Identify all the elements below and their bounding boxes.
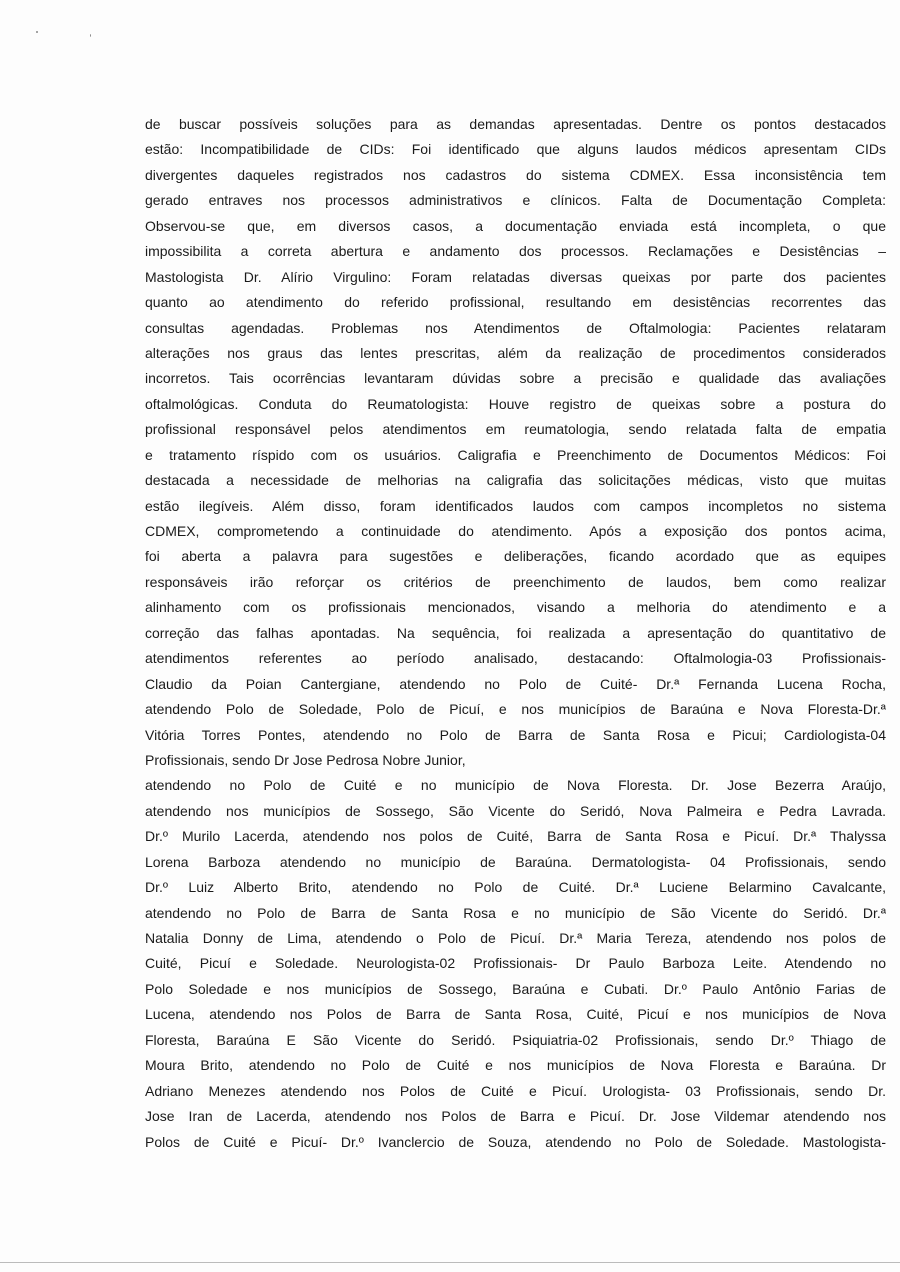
text-line: atendendo Polo de Soledade, Polo de Picuí, e nos municípios de Baraúna e Nova Floresta-Dr.ª (145, 701, 886, 718)
text-line: Mastologista Dr. Alírio Virgulino: Foram relatadas diversas queixas por parte dos pacientes (145, 268, 886, 285)
text-line: de buscar possíveis soluções para as demandas apresentadas. Dentre os pontos destacados (145, 116, 886, 132)
text-line: Polos de Cuité e Picuí- Dr.º Ivanclercio de Souza, atendendo no Polo de Soledade. Mastologista- (145, 1133, 886, 1150)
text-line: incorretos. Tais ocorrências levantaram dúvidas sobre a precisão e qualidade das avaliações (145, 370, 886, 387)
text-line: Lorena Barboza atendendo no município de Baraúna. Dermatologista- 04 Profissionais, sendo (145, 853, 886, 870)
text-line: Jose Iran de Lacerda, atendendo nos Polos de Barra e Picuí. Dr. Jose Vildemar atendendo nos (145, 1108, 886, 1125)
text-line: alterações nos graus das lentes prescritas, além da realização de procedimentos considerados (145, 344, 886, 361)
text-line: Observou-se que, em diversos casos, a documentação enviada está incompleta, o que (145, 217, 886, 234)
text-line: impossibilita a correta abertura e andamento dos processos. Reclamações e Desistências – (145, 243, 886, 260)
text-line: Vitória Torres Pontes, atendendo no Polo de Barra de Santa Rosa e Picui; Cardiologista-04 (145, 726, 886, 743)
text-line: Profissionais, sendo Dr Jose Pedrosa Nobre Junior, (145, 751, 466, 768)
text-line: Claudio da Poian Cantergiane, atendendo no Polo de Cuité- Dr.ª Fernanda Lucena Rocha, (145, 675, 886, 692)
text-line: divergentes daqueles registrados nos cadastros do sistema CDMEX. Essa inconsistência tem (145, 166, 886, 183)
text-line: Natalia Donny de Lima, atendendo o Polo de Picuí. Dr.ª Maria Tereza, atendendo nos polos de (145, 930, 886, 946)
scan-speck (90, 34, 91, 37)
text-line: Polo Soledade e nos municípios de Sossego, Baraúna e Cubati. Dr.º Paulo Antônio Farias de (145, 980, 886, 997)
text-line: correção das falhas apontadas. Na sequência, foi realizada a apresentação do quantitativo de (145, 624, 886, 641)
text-line: quanto ao atendimento do referido profissional, resultando em desistências recorrentes das (145, 294, 886, 311)
text-line: destacada a necessidade de melhorias na caligrafia das solicitações médicas, visto que muitas (145, 472, 886, 489)
text-line: e tratamento ríspido com os usuários. Caligrafia e Preenchimento de Documentos Médicos: Foi (145, 446, 886, 463)
text-line: alinhamento com os profissionais mencionados, visando a melhoria do atendimento e a (145, 599, 886, 616)
text-line: Moura Brito, atendendo no Polo de Cuité e nos municípios de Nova Floresta e Baraúna. Dr (145, 1057, 886, 1074)
text-line: estão ilegíveis. Além disso, foram identificados laudos com campos incompletos no sistema (145, 497, 886, 514)
text-line: CDMEX, comprometendo a continuidade do atendimento. Após a exposição dos pontos acima, (145, 523, 886, 539)
text-line: atendimentos referentes ao período analisado, destacando: Oftalmologia-03 Profissionais- (145, 650, 886, 667)
text-line: atendendo nos municípios de Sossego, São Vicente do Seridó, Nova Palmeira e Pedra Lavrada. (145, 802, 886, 819)
text-line: Cuité, Picuí e Soledade. Neurologista-02 Profissionais- Dr Paulo Barboza Leite. Atendendo no (145, 955, 886, 972)
text-line: foi aberta a palavra para sugestões e deliberações, ficando acordado que as equipes (145, 548, 886, 565)
text-line: Dr.º Murilo Lacerda, atendendo nos polos de Cuité, Barra de Santa Rosa e Picuí. Dr.ª Thalyssa (145, 828, 886, 845)
text-line: atendendo no Polo de Cuité e no município de Nova Floresta. Dr. Jose Bezerra Araújo, (145, 777, 886, 794)
text-line: profissional responsável pelos atendimentos em reumatologia, sendo relatada falta de empatia (145, 421, 886, 438)
page-edge (0, 1262, 900, 1263)
text-line: oftalmológicas. Conduta do Reumatologista: Houve registro de queixas sobre a postura do (145, 395, 886, 412)
scan-speck (36, 31, 38, 33)
text-line: estão: Incompatibilidade de CIDs: Foi identificado que alguns laudos médicos apresentam CIDs (145, 141, 886, 158)
document-body (145, 112, 886, 1155)
text-line: Lucena, atendendo nos Polos de Barra de Santa Rosa, Cuité, Picuí e nos municípios de Nova (145, 1006, 886, 1023)
text-line: gerado entraves nos processos administrativos e clínicos. Falta de Documentação Completa: (145, 192, 886, 209)
text-line: Dr.º Luiz Alberto Brito, atendendo no Polo de Cuité. Dr.ª Luciene Belarmino Cavalcante, (145, 879, 886, 896)
text-line: Adriano Menezes atendendo nos Polos de Cuité e Picuí. Urologista- 03 Profissionais, sendo Dr. (145, 1082, 886, 1099)
text-line: Floresta, Baraúna E São Vicente do Seridó. Psiquiatria-02 Profissionais, sendo Dr.º Thiago de (145, 1031, 886, 1048)
text-line: atendendo no Polo de Barra de Santa Rosa e no município de São Vicente do Seridó. Dr.ª (145, 904, 886, 921)
text-line: responsáveis irão reforçar os critérios de preenchimento de laudos, bem como realizar (145, 573, 886, 590)
text-line: consultas agendadas. Problemas nos Atendimentos de Oftalmologia: Pacientes relataram (145, 319, 886, 336)
